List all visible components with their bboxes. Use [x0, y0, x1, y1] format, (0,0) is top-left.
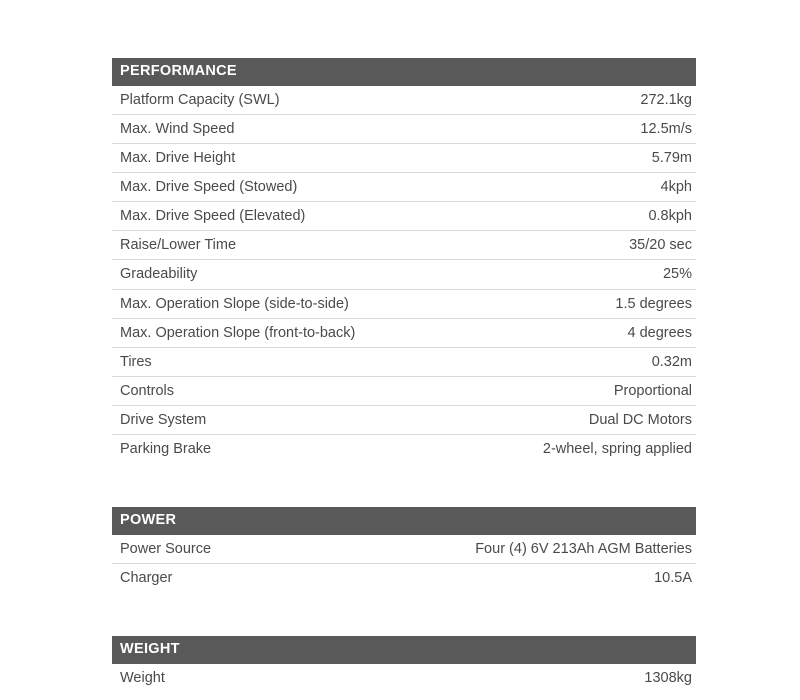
spec-rows-weight	[112, 664, 696, 692]
spec-label: Gradeability	[120, 266, 198, 283]
spec-table-weight	[112, 636, 696, 692]
table-row	[112, 231, 696, 260]
spec-value: 4kph	[660, 179, 692, 196]
table-row	[112, 173, 696, 202]
section-header-power: POWER	[112, 507, 696, 535]
spec-label: Parking Brake	[120, 441, 212, 458]
spec-label: Raise/Lower Time	[120, 237, 237, 254]
spec-value: Dual DC Motors	[588, 412, 692, 429]
spec-value: 4 degrees	[627, 324, 692, 341]
table-row	[112, 406, 696, 435]
specifications-sheet	[112, 58, 696, 692]
spec-label: Weight	[120, 669, 165, 686]
table-row	[112, 664, 696, 692]
table-row	[112, 290, 696, 319]
table-row	[112, 564, 696, 592]
table-row	[112, 115, 696, 144]
table-row	[112, 86, 696, 115]
spec-rows-power	[112, 535, 696, 592]
spec-label: Max. Drive Speed (Stowed)	[120, 179, 298, 196]
section-header-weight: WEIGHT	[112, 636, 696, 664]
spec-label: Controls	[120, 382, 174, 399]
spec-value: Proportional	[613, 382, 692, 399]
table-row	[112, 377, 696, 406]
spec-label: Max. Drive Height	[120, 149, 236, 166]
table-row	[112, 319, 696, 348]
table-row	[112, 202, 696, 231]
spec-label: Max. Operation Slope (front-to-back)	[120, 324, 356, 341]
table-row	[112, 435, 696, 463]
spec-table-performance	[112, 58, 696, 463]
table-row	[112, 348, 696, 377]
spec-value: Four (4) 6V 213Ah AGM Batteries	[475, 540, 692, 557]
spec-value: 12.5m/s	[640, 120, 692, 137]
spec-label: Charger	[120, 570, 173, 587]
table-row	[112, 260, 696, 289]
spec-value: 0.32m	[651, 353, 692, 370]
spec-value: 1.5 degrees	[615, 295, 692, 312]
spec-label: Max. Operation Slope (side-to-side)	[120, 295, 349, 312]
spec-value: 35/20 sec	[629, 237, 692, 254]
spec-value: 1308kg	[644, 669, 692, 686]
spec-value: 2-wheel, spring applied	[542, 441, 692, 458]
spec-label: Max. Wind Speed	[120, 120, 235, 137]
spec-rows-performance	[112, 86, 696, 464]
spec-value: 10.5A	[654, 570, 692, 587]
table-row	[112, 535, 696, 564]
spec-value: 25%	[662, 266, 692, 283]
spec-label: Platform Capacity (SWL)	[120, 91, 280, 108]
spec-label: Drive System	[120, 412, 207, 429]
spec-label: Power Source	[120, 540, 212, 557]
spec-table-power	[112, 507, 696, 592]
spec-label: Max. Drive Speed (Elevated)	[120, 208, 306, 225]
spec-value: 272.1kg	[640, 91, 692, 108]
table-row	[112, 144, 696, 173]
spec-value: 0.8kph	[648, 208, 692, 225]
spec-label: Tires	[120, 353, 152, 370]
spec-value: 5.79m	[651, 149, 692, 166]
section-header-performance: PERFORMANCE	[112, 58, 696, 86]
